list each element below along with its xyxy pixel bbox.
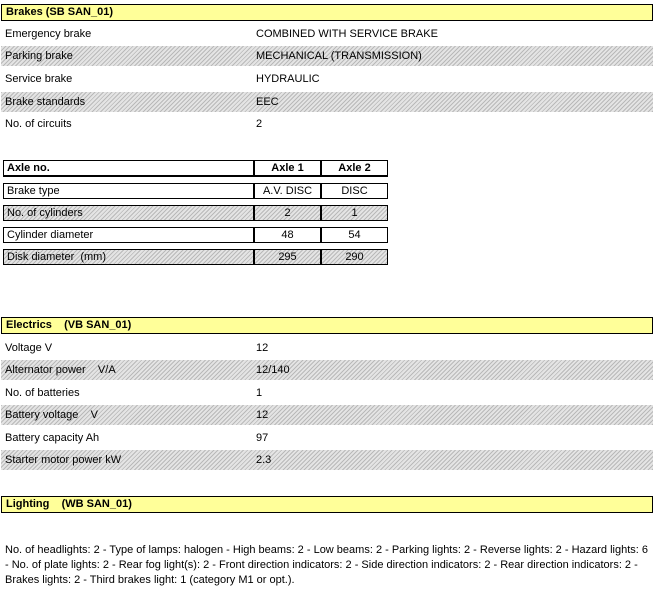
spec-row (1, 69, 653, 89)
electrics-section-header: Electrics (VB SAN_01) (1, 317, 653, 334)
brakes-section-header: Brakes (SB SAN_01) (1, 4, 653, 21)
spec-label: Brake standards (5, 96, 86, 108)
axle-table-header: Axle no. (3, 160, 254, 177)
axle-table-cell: No. of cylinders (3, 205, 254, 221)
axle-table-cell: Brake type (3, 183, 254, 199)
spec-label: Emergency brake (5, 28, 92, 40)
spec-label: Service brake (5, 73, 73, 85)
spec-row (1, 24, 653, 44)
lighting-description: No. of headlights: 2 - Type of lamps: halogen - High beams: 2 - Low beams: 2 - Parking lights: 2 - Reverse lights: 2 - Hazard lights: 6 - No. of plate lights: 2 - Rear fog light(s): 2 - Front direction indicators: 2 - Side direction indicators: 2 - Rear direction indicators: 2 - Brakes lights: 2 - Third brakes light: 1 (category M1 or opt.). (5, 544, 648, 586)
axle-table-cell: A.V. DISC (254, 183, 321, 199)
spec-label: Parking brake (5, 50, 73, 62)
spec-label: Alternator power V/A (5, 364, 116, 376)
spec-value: 1 (256, 387, 263, 399)
axle-table (3, 160, 388, 265)
axle-table-header: Axle 2 (321, 160, 388, 177)
axle-table-header-row (3, 160, 388, 177)
spec-label: No. of batteries (5, 387, 80, 399)
spec-value: COMBINED WITH SERVICE BRAKE (256, 28, 438, 40)
spec-label: Battery capacity Ah (5, 432, 100, 444)
spec-value: 12 (256, 409, 269, 421)
spec-value: MECHANICAL (TRANSMISSION) (256, 50, 422, 62)
spec-row (1, 114, 653, 134)
spec-row (1, 428, 653, 448)
spec-row (1, 450, 653, 470)
spec-value: EEC (256, 96, 279, 108)
axle-table-cell: 48 (254, 227, 321, 243)
spec-value: 12/140 (256, 364, 290, 376)
spec-row (1, 338, 653, 358)
axle-table-cell: 2 (254, 205, 321, 221)
spec-row (1, 46, 653, 66)
axle-table-row (3, 227, 388, 243)
spec-value: 97 (256, 432, 269, 444)
spec-value: 2.3 (256, 454, 272, 466)
spec-value: 12 (256, 342, 269, 354)
spec-value: 2 (256, 118, 263, 130)
axle-table-header: Axle 1 (254, 160, 321, 177)
spec-label: Voltage V (5, 342, 53, 354)
axle-table-cell: 1 (321, 205, 388, 221)
spec-value: HYDRAULIC (256, 73, 320, 85)
spec-row (1, 360, 653, 380)
spec-row (1, 405, 653, 425)
axle-table-cell: Disk diameter (mm) (3, 249, 254, 265)
spec-label: No. of circuits (5, 118, 72, 130)
axle-table-cell: DISC (321, 183, 388, 199)
spec-row (1, 92, 653, 112)
axle-table-cell: Cylinder diameter (3, 227, 254, 243)
spec-label: Starter motor power kW (5, 454, 122, 466)
axle-table-row (3, 183, 388, 199)
spec-label: Battery voltage V (5, 409, 98, 421)
axle-table-row (3, 249, 388, 265)
axle-table-cell: 54 (321, 227, 388, 243)
axle-table-cell: 295 (254, 249, 321, 265)
lighting-section-header: Lighting (WB SAN_01) (1, 496, 653, 513)
spec-row (1, 383, 653, 403)
axle-table-row (3, 205, 388, 221)
axle-table-cell: 290 (321, 249, 388, 265)
